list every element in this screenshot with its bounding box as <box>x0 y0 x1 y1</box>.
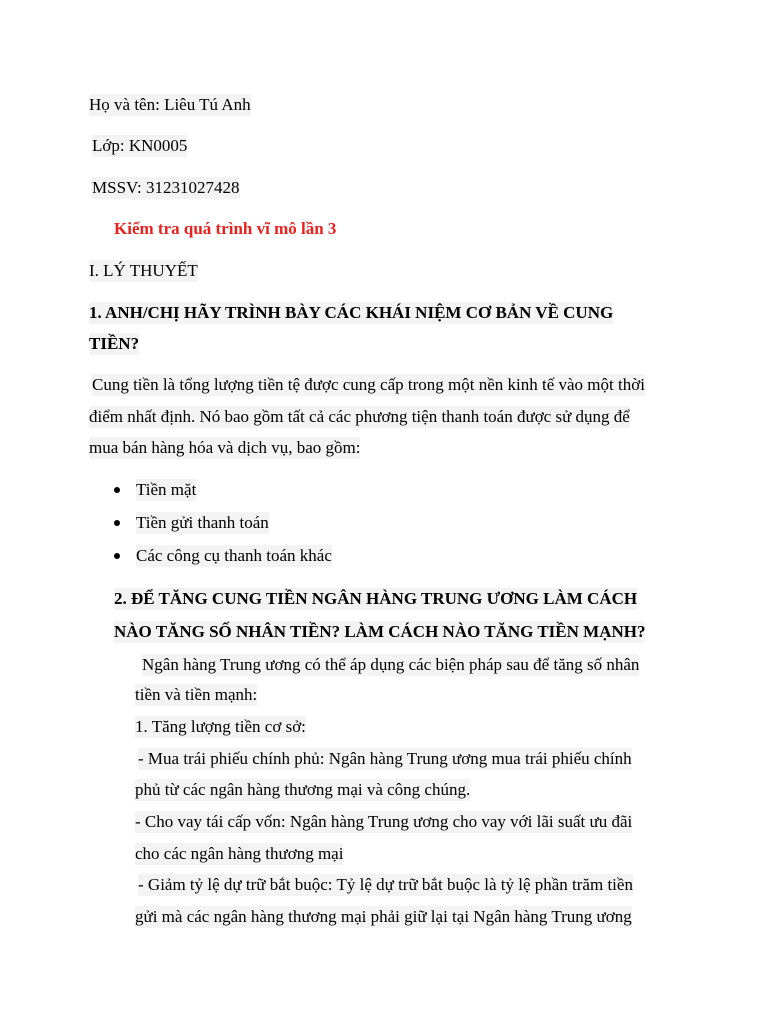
student-name: Họ và tên: Liêu Tú Anh <box>89 95 251 114</box>
answer-2-line: phủ từ các ngân hàng thương mại và công chúng. <box>135 780 471 799</box>
answer-1-line2: điểm nhất định. Nó bao gồm tất cả các phương tiện thanh toán được sử dụng để <box>89 407 630 426</box>
answer-2-line: - Cho vay tái cấp vốn: Ngân hàng Trung ương cho vay với lãi suất ưu đãi <box>135 812 633 831</box>
answer-1-line3: mua bán hàng hóa và dịch vụ, bao gồm: <box>89 438 361 457</box>
student-class: Lớp: KN0005 <box>92 136 188 155</box>
answer-2-line: 1. Tăng lượng tiền cơ sở: <box>135 717 306 736</box>
list-item: Các công cụ thanh toán khác <box>136 546 332 565</box>
answer-2-line: tiền và tiền mạnh: <box>135 685 258 704</box>
answer-2-line: Ngân hàng Trung ương có thể áp dụng các biện pháp sau để tăng số nhân <box>142 655 640 674</box>
answer-2-line: gửi mà các ngân hàng thương mại phải giữ lại tại Ngân hàng Trung ương <box>135 907 632 926</box>
question-1-title-line1: 1. ANH/CHỊ HÃY TRÌNH BÀY CÁC KHÁI NIỆM CƠ BẢN VỀ CUNG <box>89 303 614 322</box>
answer-2-line: - Mua trái phiếu chính phủ: Ngân hàng Trung ương mua trái phiếu chính <box>138 749 632 768</box>
section-heading: I. LÝ THUYẾT <box>89 261 198 280</box>
list-item: Tiền gửi thanh toán <box>136 513 269 532</box>
bullet-icon <box>114 487 120 493</box>
student-id: MSSV: 31231027428 <box>92 178 240 197</box>
question-1-title-line2: TIỀN? <box>89 334 140 353</box>
answer-2-line: cho các ngân hàng thương mại <box>135 844 344 863</box>
question-2-title-line2: NÀO TĂNG SỐ NHÂN TIỀN? LÀM CÁCH NÀO TĂNG TIỀN MẠNH? <box>114 622 646 641</box>
question-2-title-line1: 2. ĐỂ TĂNG CUNG TIỀN NGÂN HÀNG TRUNG ƯƠNG LÀM CÁCH <box>114 589 638 608</box>
answer-2-line: - Giảm tỷ lệ dự trữ bắt buộc: Tỷ lệ dự trữ bắt buộc là tỷ lệ phần trăm tiền <box>138 875 633 894</box>
list-item: Tiền mặt <box>136 480 197 499</box>
bullet-icon <box>114 553 120 559</box>
answer-1-line1: Cung tiền là tổng lượng tiền tệ được cung cấp trong một nền kinh tế vào một thời <box>92 375 645 394</box>
exam-title: Kiểm tra quá trình vĩ mô lần 3 <box>114 219 337 238</box>
bullet-icon <box>114 520 120 526</box>
